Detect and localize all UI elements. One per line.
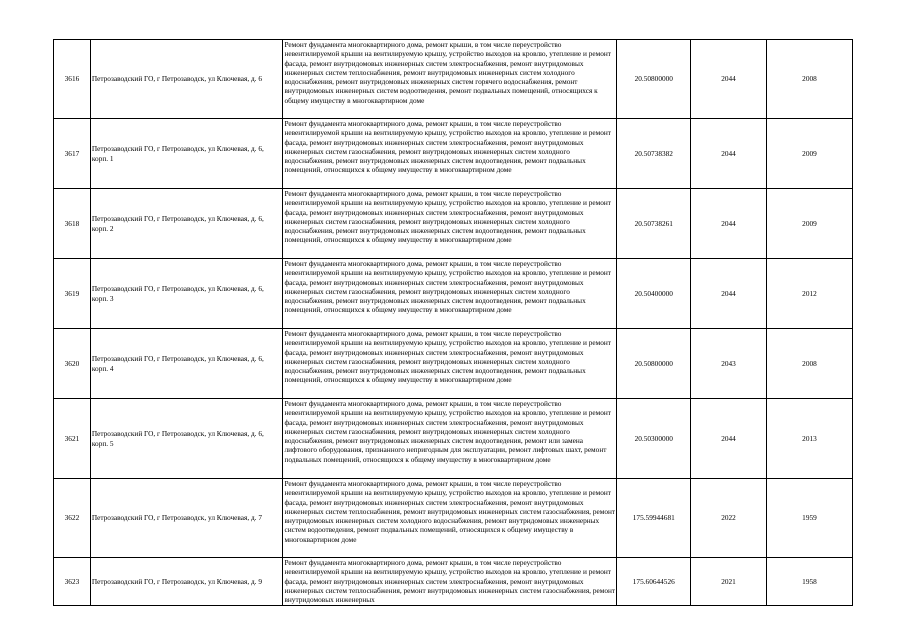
row-year-built: 2008 [766,40,852,119]
row-works [283,40,617,119]
row-year-plan: 2043 [691,329,767,399]
row-area: 20.50800000 [617,40,691,119]
row-address: Петрозаводский ГО, г Петрозаводск, ул Ключевая, д. 6, корп. 5 [90,399,283,479]
table-row [54,119,853,189]
row-number: 3617 [54,119,91,189]
works-text: Ремонт фундамента многоквартирного дома, ремонт крыши, в том числе переустройство невентилируемой крыши на вентилируемую крышу, устройство выходов на кровлю, утепление и ремонт фасада, ремонт внутридомовых инженерных систем электроснабжения, ремонт внутридомовых инженерных систем теплоснабжения, ремонт внутридомовых инженерных систем газоснабжения, ремонт внутридомовых инженерных [284,558,616,605]
works-text: Ремонт фундамента многоквартирного дома, ремонт крыши, в том числе переустройство невентилируемой крыши на вентилируемую крышу, устройство выходов на кровлю, утепление и ремонт фасада, ремонт внутридомовых инженерных систем электроснабжения, ремонт внутридомовых инженерных систем газоснабжения, ремонт внутридомовых инженерных систем холодного водоснабжения, ремонт внутридомовых инженерных систем водоотведения, ремонт подвальных помещений, относящихся к общему имуществу в многоквартирном доме [284,329,611,385]
table-row [54,399,853,479]
row-year-built: 2009 [766,189,852,259]
row-year-plan: 2044 [691,259,767,329]
row-year-built: 1959 [766,479,852,558]
row-works [283,329,617,399]
row-year-plan: 2021 [691,558,767,606]
row-year-built: 2013 [766,399,852,479]
works-text: Ремонт фундамента многоквартирного дома, ремонт крыши, в том числе переустройство невентилируемой крыши на вентилируемую крышу, устройство выходов на кровлю, утепление и ремонт фасада, ремонт внутридомовых инженерных систем электроснабжения, ремонт внутридомовых инженерных систем газоснабжения, ремонт внутридомовых инженерных систем холодного водоснабжения, ремонт внутридомовых инженерных систем водоотведения, ремонт подвальных помещений, относящихся к общему имуществу в многоквартирном доме [284,259,611,315]
row-works [283,119,617,189]
row-works [283,479,617,558]
row-address: Петрозаводский ГО, г Петрозаводск, ул Ключевая, д. 6, корп. 4 [90,329,283,399]
row-area: 20.50738261 [617,189,691,259]
row-number: 3619 [54,259,91,329]
table-row [54,479,853,558]
row-address: Петрозаводский ГО, г Петрозаводск, ул Ключевая, д. 6, корп. 3 [90,259,283,329]
row-area: 175.60644526 [617,558,691,606]
row-year-built: 2012 [766,259,852,329]
works-text: Ремонт фундамента многоквартирного дома, ремонт крыши, в том числе переустройство невентилируемой крыши на вентилируемую крышу, устройство выходов на кровлю, утепление и ремонт фасада, ремонт внутридомовых инженерных систем электроснабжения, ремонт внутридомовых инженерных систем теплоснабжения, ремонт внутридомовых инженерных систем газоснабжения, ремонт внутридомовых инженерных систем холодного водоснабжения, ремонт внутридомовых инженерных систем водоотведения, ремонт подвальных помещений, относящихся к общему имуществу в многоквартирном доме [284,479,616,544]
row-works [283,259,617,329]
row-number: 3616 [54,40,91,119]
row-address: Петрозаводский ГО, г Петрозаводск, ул Ключевая, д. 7 [90,479,283,558]
row-year-built: 2008 [766,329,852,399]
works-text: Ремонт фундамента многоквартирного дома, ремонт крыши, в том числе переустройство невентилируемой крыши на вентилируемую крышу, устройство выходов на кровлю, утепление и ремонт фасада, ремонт внутридомовых инженерных систем электроснабжения, ремонт внутридомовых инженерных систем теплоснабжения, ремонт внутридомовых инженерных систем холодного водоснабжения, ремонт внутридомовых инженерных систем горячего водоснабжения, ремонт внутридомовых инженерных систем водоотведения, ремонт подвальных помещений, относящихся к общему имуществу в многоквартирном доме [284,40,611,105]
row-year-plan: 2044 [691,40,767,119]
row-number: 3620 [54,329,91,399]
row-year-plan: 2044 [691,399,767,479]
row-year-plan: 2022 [691,479,767,558]
row-area: 20.50738382 [617,119,691,189]
row-number: 3623 [54,558,91,606]
row-works [283,399,617,479]
works-text: Ремонт фундамента многоквартирного дома, ремонт крыши, в том числе переустройство невентилируемой крыши на вентилируемую крышу, устройство выходов на кровлю, утепление и ремонт фасада, ремонт внутридомовых инженерных систем электроснабжения, ремонт внутридомовых инженерных систем газоснабжения, ремонт внутридомовых инженерных систем холодного водоснабжения, ремонт внутридомовых инженерных систем водоотведения, ремонт подвальных помещений, относящихся к общему имуществу в многоквартирном доме [284,189,611,245]
row-address: Петрозаводский ГО, г Петрозаводск, ул Ключевая, д. 6 [90,40,283,119]
row-area: 20.50400000 [617,259,691,329]
row-works [283,558,617,606]
row-area: 175.59944681 [617,479,691,558]
row-year-plan: 2044 [691,119,767,189]
row-address: Петрозаводский ГО, г Петрозаводск, ул Ключевая, д. 6, корп. 1 [90,119,283,189]
table-row [54,189,853,259]
row-address: Петрозаводский ГО, г Петрозаводск, ул Ключевая, д. 9 [90,558,283,606]
table-row [54,329,853,399]
row-number: 3621 [54,399,91,479]
row-year-plan: 2044 [691,189,767,259]
row-year-built: 1958 [766,558,852,606]
table-row [54,40,853,119]
row-year-built: 2009 [766,119,852,189]
row-works [283,189,617,259]
table-row [54,259,853,329]
row-address: Петрозаводский ГО, г Петрозаводск, ул Ключевая, д. 6, корп. 2 [90,189,283,259]
housing-repair-table [53,39,853,606]
works-text: Ремонт фундамента многоквартирного дома, ремонт крыши, в том числе переустройство невентилируемой крыши на вентилируемую крышу, устройство выходов на кровлю, утепление и ремонт фасада, ремонт внутридомовых инженерных систем электроснабжения, ремонт внутридомовых инженерных систем газоснабжения, ремонт внутридомовых инженерных систем холодного водоснабжения, ремонт внутридомовых инженерных систем водоотведения, ремонт подвальных помещений, относящихся к общему имуществу в многоквартирном доме [284,119,611,175]
row-area: 20.50300000 [617,399,691,479]
row-number: 3622 [54,479,91,558]
works-text: Ремонт фундамента многоквартирного дома, ремонт крыши, в том числе переустройство невентилируемой крыши на вентилируемую крышу, устройство выходов на кровлю, утепление и ремонт фасада, ремонт внутридомовых инженерных систем электроснабжения, ремонт внутридомовых инженерных систем газоснабжения, ремонт внутридомовых инженерных систем холодного водоснабжения, ремонт внутридомовых инженерных систем водоотведения, ремонт или замена лифтового оборудования, признанного непригодным для эксплуатации, ремонт лифтовых шахт, ремонт подвальных помещений, относящихся к общему имуществу в многоквартирном доме [284,399,611,464]
table-row [54,558,853,606]
row-number: 3618 [54,189,91,259]
row-area: 20.50800000 [617,329,691,399]
